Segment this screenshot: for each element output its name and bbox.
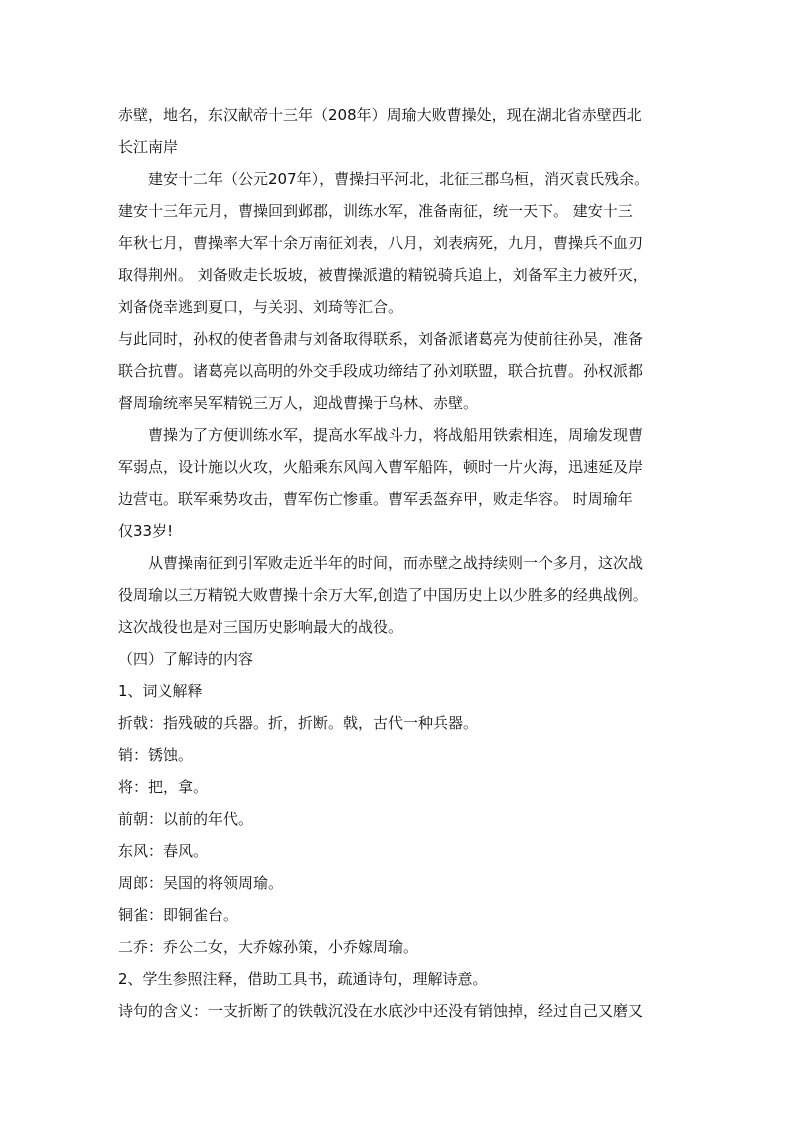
definition-line: 前朝：以前的年代。: [118, 810, 254, 828]
definition-line: 周郎：吴国的将领周瑜。: [118, 874, 284, 892]
subsection-heading: 1、词义解释: [118, 682, 203, 700]
paragraph-line: 赤壁，地名，东汉献帝十三年（208年）周瑜大败曹操处，现在湖北省赤壁西北: [118, 106, 642, 124]
section-heading: （四）了解诗的内容: [118, 650, 254, 668]
paragraph-line: 与此同时，孙权的使者鲁肃与刘备取得联系，刘备派诸葛亮为使前往孙吴，准备: [118, 330, 644, 348]
paragraph-line: 诗句的含义：一支折断了的铁戟沉没在水底沙中还没有销蚀掉，经过自己又磨又: [118, 1002, 644, 1020]
paragraph-line: 刘备侥幸逃到夏口，与关羽、刘琦等汇合。: [118, 298, 404, 316]
definition-line: 铜雀：即铜雀台。: [118, 906, 239, 924]
paragraph-line: 军弱点，设计施以火攻，火船乘东风闯入曹军船阵，顿时一片火海，迅速延及岸: [118, 458, 644, 476]
paragraph-line: 役周瑜以三万精锐大败曹操十余万大军,创造了中国历史上以少胜多的经典战例。: [118, 586, 648, 604]
paragraph-line: 边营屯。联军乘势攻击，曹军伤亡惨重。曹军丢盔弃甲，败走华容。 时周瑜年: [118, 490, 633, 508]
paragraph-line: 取得荆州。 刘备败走长坂坡，被曹操派遣的精锐骑兵追上，刘备军主力被歼灭，: [118, 266, 648, 284]
definition-line: 折戟：指残破的兵器。折，折断。戟，古代一种兵器。: [118, 714, 479, 732]
definition-line: 将：把，拿。: [118, 778, 209, 796]
paragraph-line: 这次战役也是对三国历史影响最大的战役。: [118, 618, 404, 636]
paragraph-line: 长江南岸: [118, 138, 179, 156]
paragraph-line: 督周瑜统率吴军精锐三万人，迎战曹操于乌林、赤壁。: [118, 394, 479, 412]
paragraph-line: 年秋七月，曹操率大军十余万南征刘表，八月，刘表病死，九月，曹操兵不血刃: [118, 234, 644, 252]
paragraph-line: 建安十二年（公元207年），曹操扫平河北，北征三郡乌桓，消灭袁氏残余。: [148, 170, 650, 188]
definition-line: 二乔：乔公二女，大乔嫁孙策，小乔嫁周瑜。: [118, 938, 419, 956]
definition-line: 东风：春风。: [118, 842, 209, 860]
paragraph-line: 仅33岁!: [118, 522, 174, 540]
paragraph-line: 从曹操南征到引军败走近半年的时间，而赤壁之战持续则一个多月，这次战: [148, 554, 644, 572]
document-body: [118, 99, 678, 1027]
subsection-heading: 2、学生参照注释，借助工具书，疏通诗句，理解诗意。: [118, 970, 488, 988]
paragraph-line: 建安十三年元月，曹操回到邺郡，训练水军，准备南征，统一天下。 建安十三: [118, 202, 633, 220]
definition-line: 销：锈蚀。: [118, 746, 194, 764]
paragraph-line: 联合抗曹。诸葛亮以高明的外交手段成功缔结了孙刘联盟，联合抗曹。孙权派都: [118, 362, 644, 380]
paragraph-line: 曹操为了方便训练水军，提高水军战斗力，将战船用铁索相连，周瑜发现曹: [148, 426, 644, 444]
